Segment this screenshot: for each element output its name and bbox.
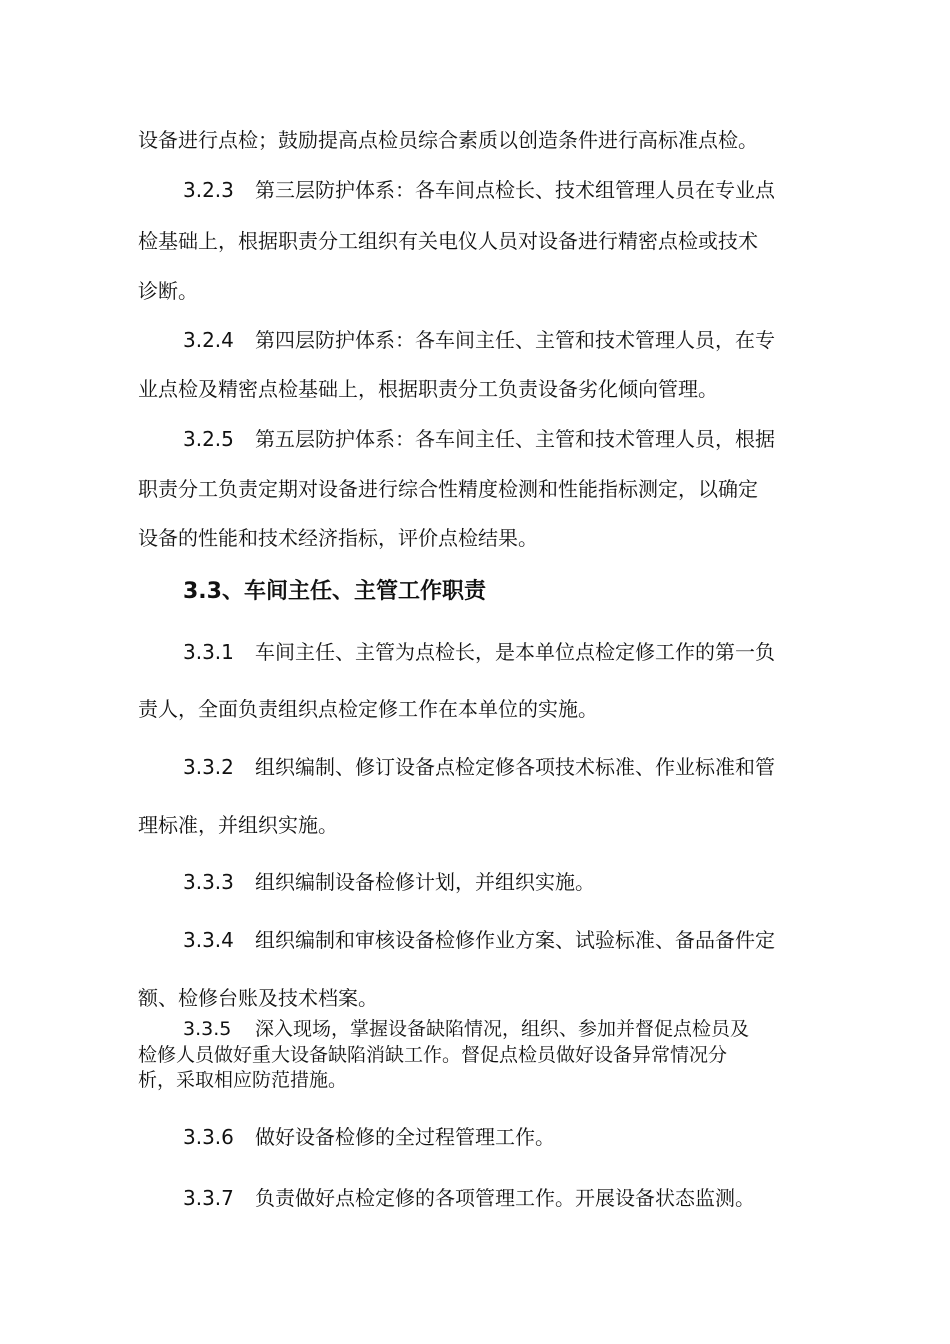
- clause-3-3-4: [183, 928, 818, 952]
- clause-3-3-3: [183, 870, 818, 894]
- clause-number: 3.2.5: [183, 427, 234, 451]
- clause-text: 组织编制设备检修计划，并组织实施。: [255, 870, 595, 894]
- text-line: 设备进行点检；鼓励提高点检员综合素质以创造条件进行高标准点检。: [138, 128, 758, 152]
- clause-3-2-3: [183, 178, 818, 202]
- clause-number: 3.3.6: [183, 1125, 234, 1149]
- clause-number: 3.3.7: [183, 1186, 234, 1210]
- clause-text: 组织编制、修订设备点检定修各项技术标准、作业标准和管: [255, 755, 775, 779]
- clause-text: 组织编制和审核设备检修作业方案、试验标准、备品备件定: [255, 928, 775, 952]
- clause-number: 3.3.2: [183, 755, 234, 779]
- text-line: 额、检修台账及技术档案。: [138, 986, 378, 1010]
- text-line: 检基础上，根据职责分工组织有关电仪人员对设备进行精密点检或技术: [138, 229, 758, 253]
- clause-3-3-1: [183, 640, 818, 664]
- clause-3-3-7: [183, 1186, 818, 1210]
- text-line: 检修人员做好重大设备缺陷消缺工作。督促点检员做好设备异常情况分: [138, 1044, 728, 1066]
- text-line: 诊断。: [138, 279, 198, 303]
- section-heading: 3.3、车间主任、主管工作职责: [183, 579, 486, 604]
- clause-text: 车间主任、主管为点检长，是本单位点检定修工作的第一负: [255, 640, 775, 664]
- clause-3-3-5: [183, 1018, 818, 1041]
- clause-3-3-2: [183, 755, 818, 779]
- clause-number: 3.3.1: [183, 640, 234, 664]
- text-line: 设备的性能和技术经济指标，评价点检结果。: [138, 526, 538, 550]
- clause-number: 3.3.3: [183, 870, 234, 894]
- clause-number: 3.2.4: [183, 328, 234, 352]
- clause-3-2-4: [183, 328, 818, 352]
- clause-text: 做好设备检修的全过程管理工作。: [255, 1125, 555, 1149]
- clause-text: 负责做好点检定修的各项管理工作。开展设备状态监测。: [255, 1186, 755, 1210]
- clause-number: 3.2.3: [183, 178, 234, 202]
- clause-text: 第五层防护体系：各车间主任、主管和技术管理人员，根据: [255, 427, 775, 451]
- clause-3-3-6: [183, 1125, 818, 1149]
- text-line: 业点检及精密点检基础上，根据职责分工负责设备劣化倾向管理。: [138, 377, 718, 401]
- text-line: 析，采取相应防范措施。: [138, 1069, 348, 1091]
- clause-text: 深入现场，掌握设备缺陷情况，组织、参加并督促点检员及: [255, 1018, 750, 1040]
- text-line: 职责分工负责定期对设备进行综合性精度检测和性能指标测定，以确定: [138, 477, 758, 501]
- text-line: 责人，全面负责组织点检定修工作在本单位的实施。: [138, 697, 598, 721]
- clause-number: 3.3.5: [183, 1018, 232, 1040]
- text-line: 理标准，并组织实施。: [138, 813, 338, 837]
- clause-text: 第三层防护体系：各车间点检长、技术组管理人员在专业点: [255, 178, 775, 202]
- clause-number: 3.3.4: [183, 928, 234, 952]
- clause-3-2-5: [183, 427, 818, 451]
- clause-text: 第四层防护体系：各车间主任、主管和技术管理人员，在专: [255, 328, 775, 352]
